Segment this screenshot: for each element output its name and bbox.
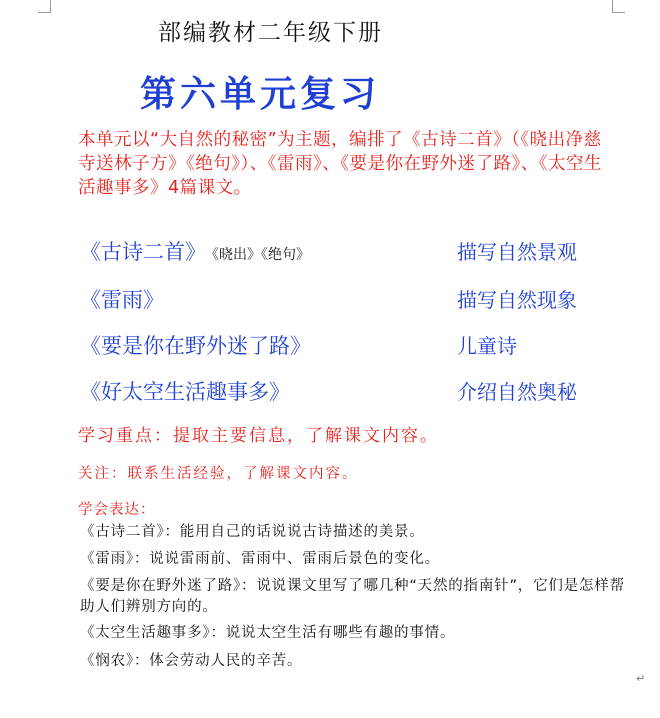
lesson-title-text: 《好太空生活趣事多》 <box>80 380 290 404</box>
expression-heading: 学会表达： <box>78 502 156 518</box>
lesson-desc-4: 介绍自然奥秘 <box>457 380 577 404</box>
lesson-desc-3: 儿童诗 <box>457 334 517 358</box>
document-subtitle: 部编教材二年级下册 <box>158 20 383 46</box>
expression-item-1: 《古诗二首》：能用自己的话说说古诗描述的美景。 <box>80 524 425 540</box>
unit-introduction: 本单元以“大自然的秘密”为主题，编排了《古诗二首》（《晓出净慈寺送林子方》《绝句》）、《雷雨》、《要是你在野外迷了路》、《太空生活趣事多》4篇课文。 <box>78 130 602 198</box>
lesson-title-text: 《雷雨》 <box>80 288 164 312</box>
lesson-subtitle: 《晓出》《绝句》 <box>212 247 310 263</box>
learning-focus: 学习重点：提取主要信息，了解课文内容。 <box>78 426 439 446</box>
paragraph-mark-icon: ↵ <box>636 672 646 685</box>
lesson-desc-1: 描写自然景观 <box>457 240 577 264</box>
expression-item-2: 《雷雨》：说说雷雨前、雷雨中、雷雨后景色的变化。 <box>80 551 440 567</box>
lesson-title-3 <box>80 330 311 360</box>
document-title: 第六单元复习 <box>140 74 381 115</box>
lesson-desc-2: 描写自然现象 <box>457 288 577 312</box>
expression-item-3: 《要是你在野外迷了路》：说说课文里写了哪几种“天然的指南针”，它们是怎样帮助人们辨别方向的。 <box>80 578 625 615</box>
lesson-title-1 <box>80 236 310 266</box>
expression-item-5: 《悯农》：体会劳动人民的辛苦。 <box>80 653 303 669</box>
page-corner-mark-top-left <box>38 0 51 13</box>
lesson-title-text: 《古诗二首》 <box>80 240 206 264</box>
expression-item-4: 《太空生活趣事多》：说说太空生活有哪些有趣的事情。 <box>80 625 456 641</box>
lesson-title-text: 《要是你在野外迷了路》 <box>80 334 311 358</box>
lesson-title-4 <box>80 376 290 406</box>
lesson-title-2 <box>80 284 164 314</box>
page-corner-mark-top-right <box>612 0 625 13</box>
attention-note: 关注：联系生活经验，了解课文内容。 <box>78 466 359 482</box>
